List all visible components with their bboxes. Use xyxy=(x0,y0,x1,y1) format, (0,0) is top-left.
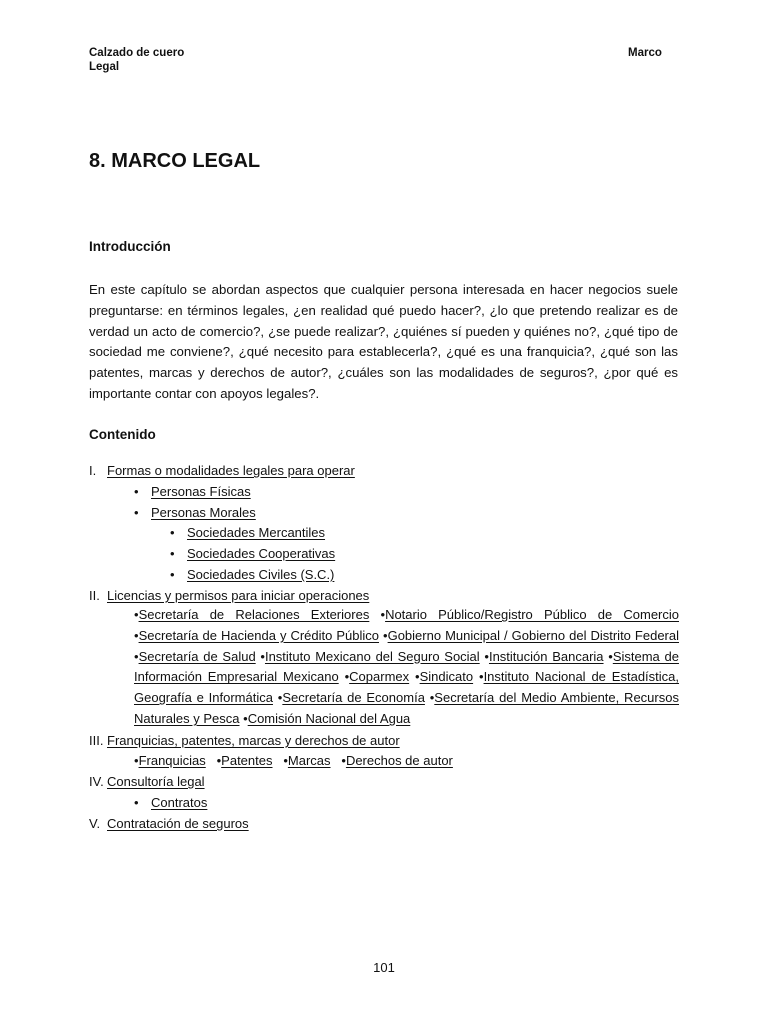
contents-heading: Contenido xyxy=(89,427,156,442)
toc-link[interactable]: Sociedades Civiles (S.C.) xyxy=(187,567,335,582)
toc-link[interactable]: Coparmex xyxy=(349,669,410,685)
toc-link[interactable]: Notario Público/Registro Público de Comercio xyxy=(385,607,679,622)
toc-section-1[interactable] xyxy=(89,463,355,479)
toc-link[interactable]: Instituto Nacional de Estadística, Geografía e Informática xyxy=(134,669,680,706)
toc-section-2[interactable] xyxy=(89,588,369,604)
bullet-icon: • xyxy=(216,753,222,768)
bullet-icon: • xyxy=(134,484,139,499)
bullet-icon: • xyxy=(383,627,388,643)
toc-link[interactable]: Institución Bancaria xyxy=(488,648,604,664)
toc-link[interactable]: Marcas xyxy=(287,753,331,768)
toc-subitem[interactable] xyxy=(170,567,334,583)
bullet-icon: • xyxy=(479,669,484,685)
toc-link[interactable]: Personas Físicas xyxy=(151,484,251,499)
bullet-icon: • xyxy=(344,669,350,685)
running-header xyxy=(89,46,184,74)
toc-link[interactable]: Licencias y permisos para iniciar operaciones xyxy=(107,588,370,603)
toc-link[interactable]: Personas Morales xyxy=(151,505,256,520)
toc-item[interactable] xyxy=(134,505,256,521)
toc-link[interactable]: Sociedades Cooperativas xyxy=(187,546,336,561)
toc-link[interactable]: Patentes xyxy=(221,753,273,768)
bullet-icon: • xyxy=(260,648,265,664)
toc-link[interactable]: Franquicias, patentes, marcas y derechos de autor xyxy=(107,733,400,748)
page-number: 101 xyxy=(373,960,395,975)
toc-section-3[interactable] xyxy=(89,733,400,749)
bullet-icon: • xyxy=(608,648,613,664)
toc-link[interactable]: Contratación de seguros xyxy=(107,816,249,831)
toc-link[interactable]: Sindicato xyxy=(419,669,474,685)
toc-link[interactable]: Franquicias xyxy=(138,753,206,768)
bullet-icon: • xyxy=(170,567,175,582)
bullet-icon: • xyxy=(380,607,386,622)
toc-link[interactable]: Consultoría legal xyxy=(107,774,205,789)
bullet-icon: • xyxy=(134,648,139,664)
toc-link[interactable]: Comisión Nacional del Agua xyxy=(247,710,411,726)
bullet-icon: • xyxy=(134,505,139,520)
bullet-icon: • xyxy=(134,753,139,768)
intro-paragraph: En este capítulo se abordan aspectos que cualquier persona interesada en hacer negocios suele preguntarse: en términos legales, ¿en realidad qué puedo hacer?, ¿lo que pretendo realizar es de verdad un acto de comercio?, ¿se puede realizar?, ¿quiénes sí pueden y quiénes no?, ¿qué tipo de sociedad me conviene?, ¿qué necesito para establecerla?, ¿qué es una franquicia?, ¿qué son las patentes, marcas y derechos de autor?, ¿cuáles son las modalidades de seguros?, ¿por qué es importante contar con apoyos legales?. xyxy=(89,282,678,401)
toc-link[interactable]: Derechos de autor xyxy=(345,753,453,768)
section-number: IV. xyxy=(89,774,104,789)
toc-link[interactable]: Secretaría de Economía xyxy=(282,690,425,706)
toc-link[interactable]: Gobierno Municipal / Gobierno del Distrito Federal xyxy=(387,627,679,643)
page-title: 8. MARCO LEGAL xyxy=(89,150,261,172)
toc-items-block xyxy=(134,605,679,730)
toc-section-5[interactable] xyxy=(89,816,249,832)
header-right-text: Marco xyxy=(628,47,662,59)
toc-items-row xyxy=(134,753,453,769)
bullet-icon: • xyxy=(277,690,283,706)
section-number: III. xyxy=(89,733,104,748)
toc-link[interactable]: Secretaría de Relaciones Exteriores xyxy=(138,607,370,622)
toc-link[interactable]: Secretaría de Salud xyxy=(138,648,256,664)
toc-link[interactable]: Instituto Mexicano del Seguro Social xyxy=(264,648,480,664)
bullet-icon: • xyxy=(170,525,175,540)
toc-section-4[interactable] xyxy=(89,774,205,790)
toc-link[interactable]: Sistema de Información Empresarial Mexicano xyxy=(134,648,679,685)
section-number: V. xyxy=(89,816,101,831)
toc-link[interactable]: Contratos xyxy=(151,795,208,810)
toc-subitem[interactable] xyxy=(170,546,335,562)
header-text-line1: Calzado de cuero xyxy=(89,47,185,59)
section-number: I. xyxy=(89,463,97,478)
header-text-line2: Legal xyxy=(89,61,120,73)
bullet-icon: • xyxy=(134,607,139,622)
intro-heading: Introducción xyxy=(89,239,171,254)
bullet-icon: • xyxy=(283,753,288,768)
toc-item[interactable] xyxy=(134,795,207,811)
toc-subitem[interactable] xyxy=(170,525,325,541)
toc-item[interactable] xyxy=(134,484,251,500)
bullet-icon: • xyxy=(170,546,175,561)
bullet-icon: • xyxy=(243,710,248,726)
bullet-icon: • xyxy=(429,690,435,706)
bullet-icon: • xyxy=(134,627,139,643)
section-number: II. xyxy=(89,588,100,603)
bullet-icon: • xyxy=(484,648,489,664)
toc-link[interactable]: Secretaría de Hacienda y Crédito Público xyxy=(138,627,380,643)
bullet-icon: • xyxy=(134,795,139,810)
toc-link[interactable]: Formas o modalidades legales para operar xyxy=(107,463,355,478)
toc-link[interactable]: Secretaría del Medio Ambiente, Recursos Naturales y Pesca xyxy=(134,690,679,726)
bullet-icon: • xyxy=(341,753,346,768)
bullet-icon: • xyxy=(415,669,420,685)
toc-link[interactable]: Sociedades Mercantiles xyxy=(187,525,326,540)
